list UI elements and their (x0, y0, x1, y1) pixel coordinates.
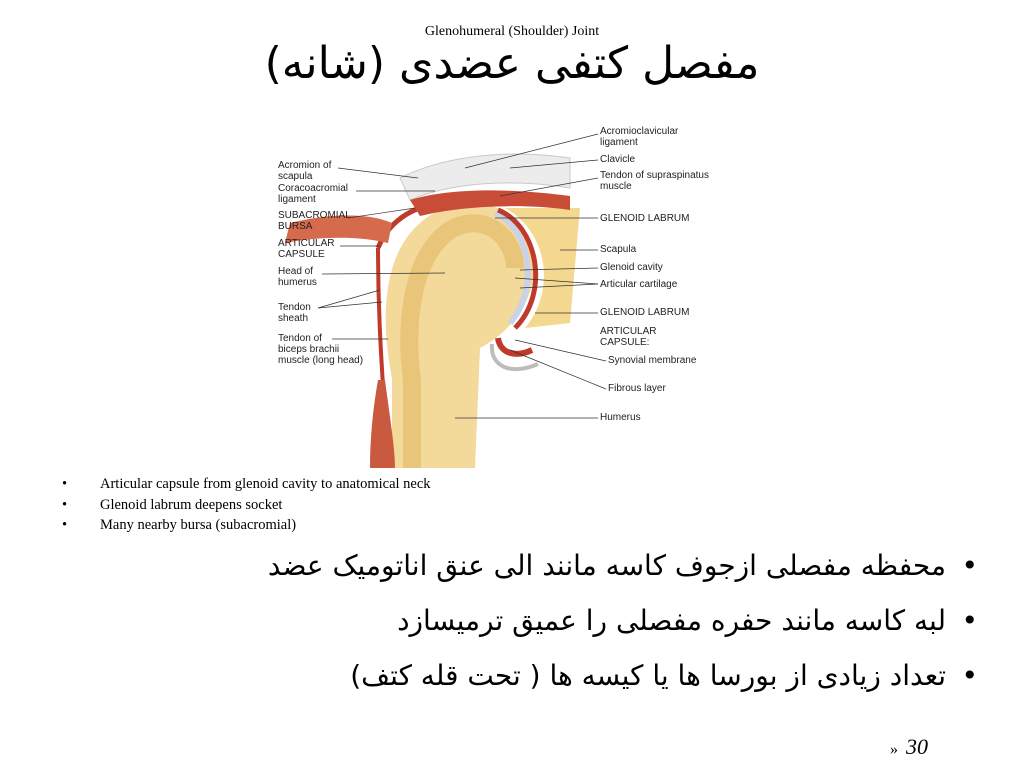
page-indicator (890, 734, 928, 760)
slide-title: مفصل کتفی عضدی (شانه) (264, 38, 760, 89)
svg-text:Tendon of: Tendon of (278, 333, 322, 344)
svg-text:CAPSULE: CAPSULE (278, 249, 325, 260)
svg-text:Tendon of supraspinatus: Tendon of supraspinatus (600, 170, 709, 181)
svg-text:BURSA: BURSA (278, 221, 313, 232)
svg-text:Humerus: Humerus (600, 412, 641, 423)
svg-text:biceps brachii: biceps brachii (278, 344, 340, 355)
shoulder-anatomy-illustration (270, 118, 740, 468)
svg-text:Tendon: Tendon (278, 302, 311, 313)
next-arrow-icon[interactable]: » (890, 741, 898, 758)
fa-bullet-item: • محفظه مفصلی ازجوف کاسه مانند الی عنق اناتومیک عضد (62, 538, 982, 593)
svg-text:Coracoacromial: Coracoacromial (278, 183, 349, 194)
shoulder-joint-diagram (270, 118, 740, 468)
svg-text:Articular cartilage: Articular cartilage (600, 279, 678, 290)
persian-bullet-list (62, 538, 982, 703)
svg-text:Acromion of: Acromion of (278, 160, 332, 171)
svg-text:Synovial membrane: Synovial membrane (608, 355, 697, 366)
svg-text:Fibrous layer: Fibrous layer (608, 383, 666, 394)
svg-text:humerus: humerus (278, 277, 317, 288)
svg-text:CAPSULE:: CAPSULE: (600, 337, 650, 348)
en-bullet-item: • Many nearby bursa (subacromial) (58, 515, 431, 536)
svg-text:GLENOID LABRUM: GLENOID LABRUM (600, 213, 690, 224)
svg-text:Glenoid cavity: Glenoid cavity (600, 262, 663, 273)
svg-text:ARTICULAR: ARTICULAR (278, 238, 335, 249)
svg-text:ligament: ligament (278, 194, 316, 205)
svg-text:GLENOID LABRUM: GLENOID LABRUM (600, 307, 690, 318)
fa-bullet-item: • لبه کاسه مانند حفره مفصلی را عمیق ترمیسازد (62, 593, 982, 648)
en-bullet-item: • Glenoid labrum deepens socket (58, 495, 431, 516)
english-bullet-list (58, 474, 431, 536)
svg-text:sheath: sheath (278, 313, 309, 324)
svg-text:ARTICULAR: ARTICULAR (600, 326, 657, 337)
svg-text:Scapula: Scapula (600, 244, 637, 255)
svg-text:muscle: muscle (600, 181, 632, 192)
slide-subtitle: Glenohumeral (Shoulder) Joint (424, 24, 600, 39)
svg-text:muscle (long head): muscle (long head) (278, 355, 364, 366)
svg-text:Acromioclavicular: Acromioclavicular (600, 126, 679, 137)
svg-text:scapula: scapula (278, 171, 313, 182)
svg-text:Clavicle: Clavicle (600, 154, 636, 165)
svg-text:SUBACROMIAL: SUBACROMIAL (278, 210, 351, 221)
svg-text:Head of: Head of (278, 266, 314, 277)
svg-text:ligament: ligament (600, 137, 638, 148)
fa-bullet-item: • تعداد زیادی از بورسا ها یا کیسه ها ( تحت قله کتف) (62, 648, 982, 703)
page-number: 30 (906, 734, 928, 759)
en-bullet-item: • Articular capsule from glenoid cavity to anatomical neck (58, 474, 431, 495)
